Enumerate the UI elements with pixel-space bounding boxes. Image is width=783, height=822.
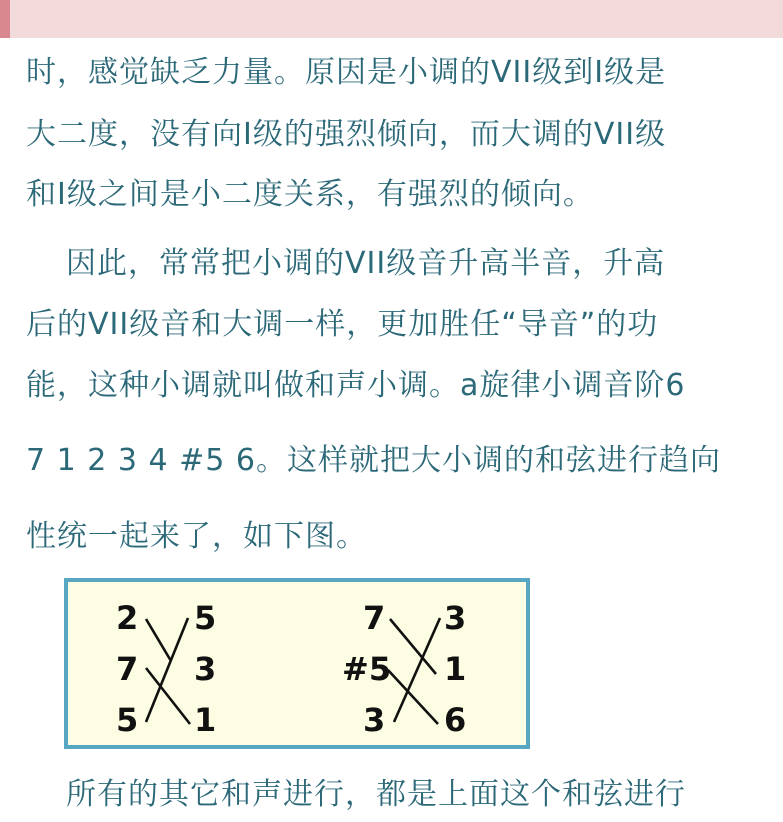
chord-progression-diagram <box>64 578 530 749</box>
right-mid-right-number: 1 <box>444 650 467 688</box>
body-line-7: 7 1 2 3 4 #5 6。这样就把大小调的和弦进行趋向 <box>26 443 721 478</box>
body-line-1: 时，感觉缺乏力量。原因是小调的VII级到I级是 <box>26 55 667 90</box>
right-mid-left-number: #5 <box>342 650 392 688</box>
left-top-right-number: 5 <box>194 599 217 637</box>
left-top-left-number: 2 <box>116 599 139 637</box>
right-top-right-number: 3 <box>444 599 467 637</box>
left-bottom-left-number: 5 <box>116 701 139 739</box>
left-arrow-5-to-5 <box>146 618 188 722</box>
right-bottom-right-number: 6 <box>444 701 467 739</box>
left-mid-right-number: 3 <box>194 650 217 688</box>
right-arrow-7-to-1 <box>390 619 436 674</box>
banner-accent-strip <box>0 0 10 38</box>
left-mid-left-number: 7 <box>116 650 139 688</box>
body-line-9: 所有的其它和声进行，都是上面这个和弦进行 <box>66 777 686 812</box>
body-line-6: 能，这种小调就叫做和声小调。a旋律小调音阶6 <box>26 368 686 403</box>
left-bottom-right-number: 1 <box>194 701 217 739</box>
left-arrow-2-to-3 <box>146 619 171 661</box>
chord-progression-svg <box>68 582 526 745</box>
body-line-8: 性统一起来了，如下图。 <box>26 519 367 554</box>
body-line-2: 大二度，没有向I级的强烈倾向，而大调的VII级 <box>26 117 667 152</box>
body-line-5: 后的VII级音和大调一样，更加胜任“导音”的功 <box>26 307 659 342</box>
top-banner <box>0 0 783 38</box>
body-line-4: 因此，常常把小调的VII级音升高半音，升高 <box>66 246 666 281</box>
right-top-left-number: 7 <box>363 599 386 637</box>
left-arrow-7-to-1 <box>146 668 190 724</box>
right-bottom-left-number: 3 <box>363 701 386 739</box>
body-line-3: 和I级之间是小二度关系，有强烈的倾向。 <box>26 177 594 212</box>
